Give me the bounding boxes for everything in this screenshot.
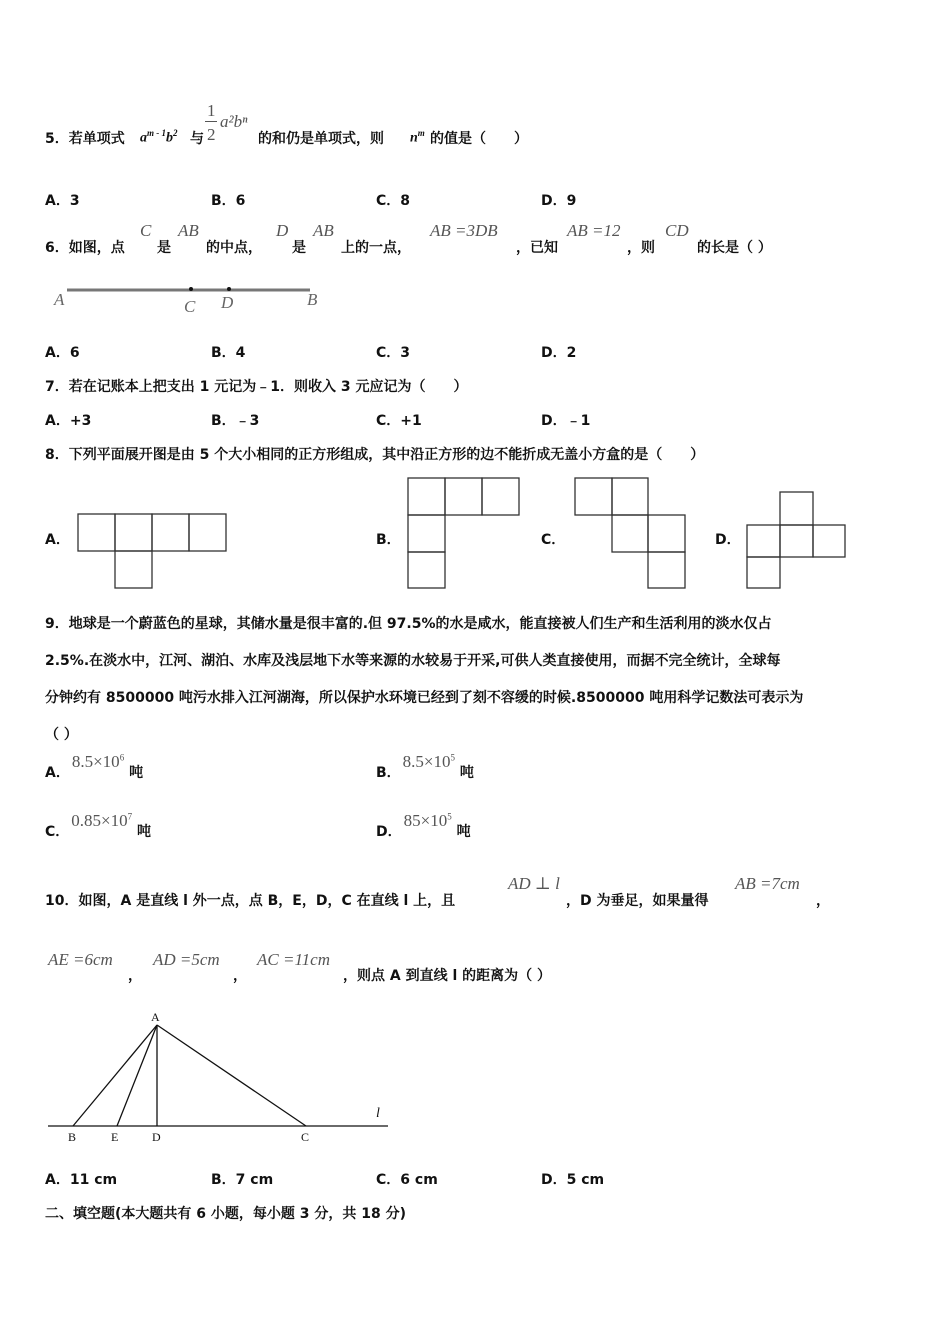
q5-frac-num: 1 (207, 101, 216, 120)
q5-frac-den: 2 (207, 125, 216, 144)
q5-option-d[interactable]: D．9 (541, 193, 577, 209)
q7-option-b[interactable]: B．﹣3 (211, 413, 260, 429)
q9-text: 2.5%.在淡水中，江河、湖泊、水库及浅层地下水等来源的水较易于开采,可供人类直接使用，而据不完全统计，全球每 (45, 653, 781, 669)
q10-option-c[interactable]: C．6 cm (376, 1172, 438, 1188)
q5-text: 的和仍是单项式，则 (258, 131, 384, 147)
exam-page: 5．若单项式 $a^{m - 1}b^2$ 与 1 2 a²bⁿ 的和仍是单项式，则 $n^m$ 的值是（ ） A．3 B．6 C．8 D．9 6．如图，点 C 是 AB 的中点， D 是 AB 上的一点， AB =3DB ，已知 AB =12 ，则 CD 的长是（ ） A C D B A．6 B．4 C．3 D．2 7．若在记账本上把支出 1 元记为﹣1．则收入 3 元应记为（ ） A．+3 B．﹣3 C．+1 D．﹣1 8．下列平面展开图是由 5 个大小相同的正方形组成，其中沿正方形的边不能折成无盖小方盒的是（ ） A． B． C． D． 9．地球是一个蔚蓝色的星球，其储水量是很丰富的.但 97.5%的水是咸水，能直接被人们生产和生活利用的淡水仅占 2.5%.在淡水中，江河、湖泊、水库及浅层地下水等来源的水较易于开采,可供人类直接使用，而据不完全统计，全球每 分钟约有 8500000 吨污水排入江河湖海，所以保护水环境已经到了刻不容缓的时候.8500000 吨用科学记数法可表示为 （ ） A．$8.5\times 10^6$ 吨 B．$8.5\times 10^5$ 吨 C．$0.85\times 10^7$ 吨 D．$85\times 10^5$ 吨 10．如图，A 是直线 l 外一点，点 B，E，D，C 在直线 l 上，且 AD ⊥ l ，D 为垂足，如果量得 AB =7cm ， AE =6cm ， AD =5cm ， AC =11cm ，则点 A 到直线 l 的距离为（ ） A B E D C l A．11 cm B．7 cm C．6 cm D．5 cm 二、填空题(本大题共有 6 小题，每小题 3 分，共 18 分) (0, 0, 950, 1344)
q9-option-b[interactable]: B．$8.5\times 10^5$ 吨 (376, 752, 474, 781)
q5-end: 的值是（ ） (430, 131, 528, 147)
q6-option-d[interactable]: D．2 (541, 345, 577, 361)
label-e: E (111, 1130, 119, 1144)
q5-power: $n^m$ (410, 128, 425, 146)
label-d: D (221, 293, 234, 312)
q5-term2: a²bⁿ (220, 112, 248, 131)
q8-option-c[interactable]: C． (541, 532, 566, 548)
segment-figure (67, 287, 310, 291)
label-a: A (54, 290, 65, 309)
triangle-figure (48, 1025, 388, 1126)
q5-prefix: 5．若单项式 (45, 131, 125, 147)
q8-text: 8．下列平面展开图是由 5 个大小相同的正方形组成，其中沿正方形的边不能折成无盖小方盒的是（ ） (45, 447, 705, 463)
q9-text: 分钟约有 8500000 吨污水排入江河湖海，所以保护水环境已经到了刻不容缓的时候.8500000 吨用科学记数法可表示为 (45, 690, 804, 706)
q6-text: 6．如图，点 (45, 240, 125, 256)
q9-option-d[interactable]: D．$85\times 10^5$ 吨 (376, 811, 471, 840)
q5-term1: $a^{m - 1}b^2$ (140, 128, 178, 146)
q7-option-c[interactable]: C．+1 (376, 413, 422, 429)
section-heading: 二、填空题(本大题共有 6 小题，每小题 3 分，共 18 分) (45, 1206, 407, 1222)
q9-text: （ ） (45, 727, 78, 743)
q7-option-a[interactable]: A．+3 (45, 413, 92, 429)
q9-text: 9．地球是一个蔚蓝色的星球，其储水量是很丰富的.但 97.5%的水是咸水，能直接被人们生产和生活利用的淡水仅占 (45, 616, 772, 632)
net-d (747, 492, 845, 588)
label-a: A (151, 1010, 160, 1024)
q10-option-d[interactable]: D．5 cm (541, 1172, 605, 1188)
label-b: B (68, 1130, 77, 1144)
q10-text: 10．如图，A 是直线 l 外一点，点 B，E，D，C 在直线 l 上，且 (45, 893, 456, 909)
q6-option-a[interactable]: A．6 (45, 345, 80, 361)
q8-option-d[interactable]: D． (715, 532, 741, 548)
q9-option-a[interactable]: A．$8.5\times 10^6$ 吨 (45, 752, 144, 781)
q8-option-b[interactable]: B． (376, 532, 401, 548)
label-c: C (301, 1130, 310, 1144)
q10-option-a[interactable]: A．11 cm (45, 1172, 118, 1188)
q8-option-a[interactable]: A． (45, 532, 70, 548)
q6-option-c[interactable]: C．3 (376, 345, 411, 361)
q5-option-a[interactable]: A．3 (45, 193, 80, 209)
net-b (408, 478, 519, 588)
q7-option-d[interactable]: D．﹣1 (541, 413, 591, 429)
q5-option-b[interactable]: B．6 (211, 193, 246, 209)
q7-text: 7．若在记账本上把支出 1 元记为﹣1．则收入 3 元应记为（ ） (45, 379, 468, 395)
label-c: C (184, 297, 196, 316)
q5-and: 与 (190, 131, 204, 147)
label-d: D (152, 1130, 161, 1144)
q5-option-c[interactable]: C．8 (376, 193, 411, 209)
net-a (78, 514, 226, 588)
q9-option-c[interactable]: C．$0.85\times 10^7$ 吨 (45, 811, 151, 840)
q6-option-b[interactable]: B．4 (211, 345, 246, 361)
net-c (575, 478, 685, 588)
q10-option-b[interactable]: B．7 cm (211, 1172, 274, 1188)
label-b: B (307, 290, 318, 309)
label-l: l (376, 1106, 380, 1121)
